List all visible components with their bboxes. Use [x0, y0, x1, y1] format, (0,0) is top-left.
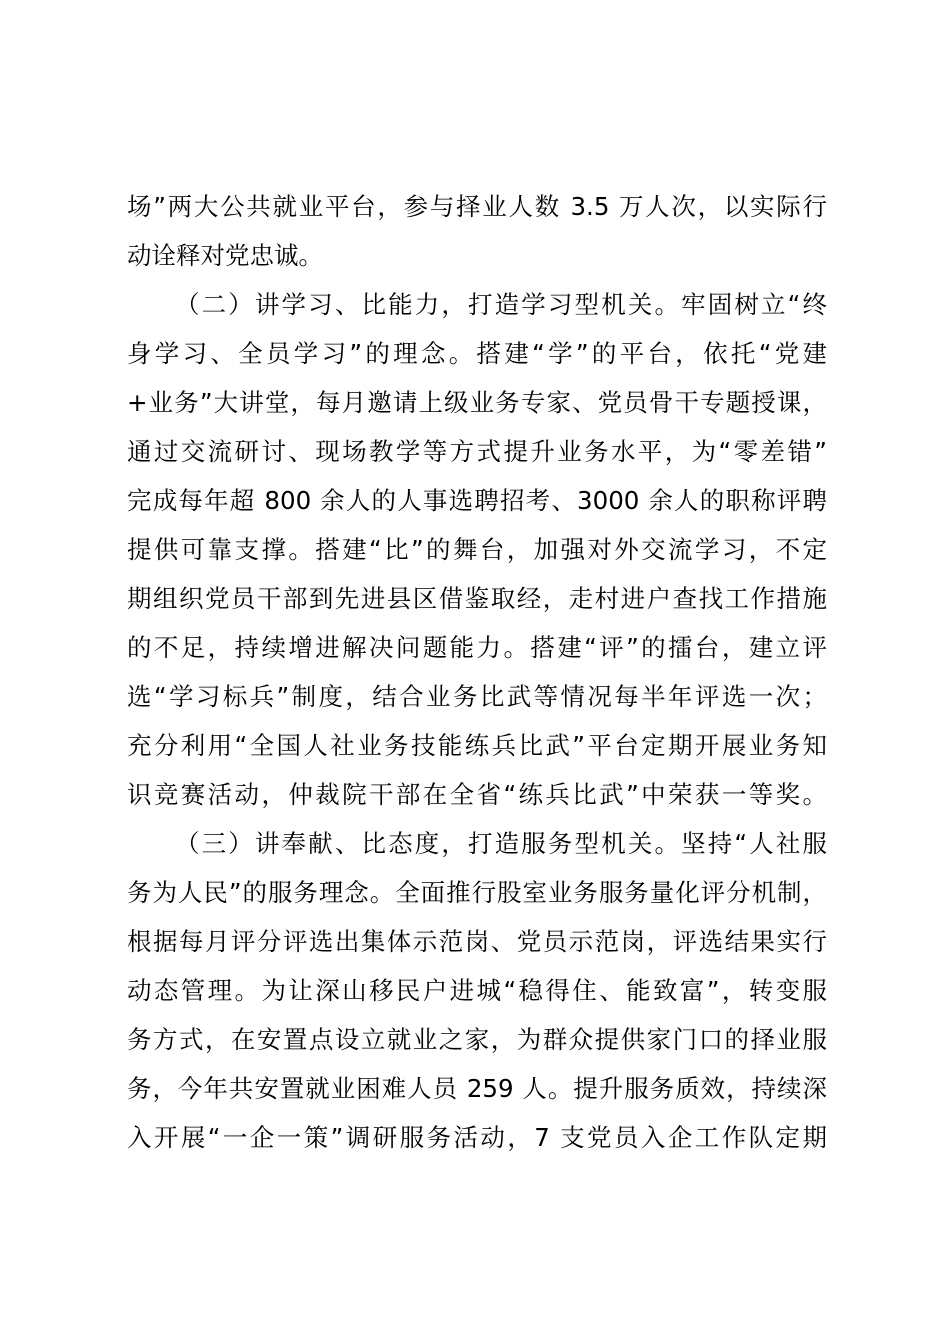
text-line: 根据每月评分评选出集体示范岗、党员示范岗，评选结果实行	[127, 927, 827, 956]
text-line: 务为人民”的服务理念。全面推行股室业务服务量化评分机制，	[127, 878, 827, 907]
paragraph-heading-line: （三）讲奉献、比态度，打造服务型机关。坚持“人社服	[175, 829, 827, 858]
text-line: 动态管理。为让深山移民户进城“稳得住、能致富”，转变服	[127, 976, 827, 1005]
text-line: 身学习、全员学习”的理念。搭建“学”的平台，依托“党建	[127, 339, 827, 368]
paragraph-heading-line: （二）讲学习、比能力，打造学习型机关。牢固树立“终	[175, 290, 827, 319]
text-line: 务方式，在安置点设立就业之家，为群众提供家门口的择业服	[127, 1025, 827, 1054]
text-line: 入开展“一企一策”调研服务活动，7 支党员入企工作队定期	[127, 1123, 827, 1152]
text-line: +业务”大讲堂，每月邀请上级业务专家、党员骨干专题授课，	[127, 388, 827, 417]
text-line: 通过交流研讨、现场教学等方式提升业务水平，为“零差错”	[127, 437, 827, 466]
text-line: 完成每年超 800 余人的人事选聘招考、3000 余人的职称评聘	[127, 486, 827, 515]
text-line: 选“学习标兵”制度，结合业务比武等情况每半年评选一次；	[127, 682, 827, 711]
text-line: 识竞赛活动，仲裁院干部在全省“练兵比武”中荣获一等奖。	[127, 780, 827, 809]
text-line: 务，今年共安置就业困难人员 259 人。提升服务质效，持续深	[127, 1074, 827, 1103]
text-line: 充分利用“全国人社业务技能练兵比武”平台定期开展业务知	[127, 731, 827, 760]
text-line: 场”两大公共就业平台，参与择业人数 3.5 万人次，以实际行	[127, 192, 827, 221]
text-line: 期组织党员干部到先进县区借鉴取经，走村进户查找工作措施	[127, 584, 827, 613]
text-line: 动诠释对党忠诚。	[127, 241, 323, 270]
text-line: 的不足，持续增进解决问题能力。搭建“评”的擂台，建立评	[127, 633, 827, 662]
text-line: 提供可靠支撑。搭建“比”的舞台，加强对外交流学习，不定	[127, 535, 827, 564]
